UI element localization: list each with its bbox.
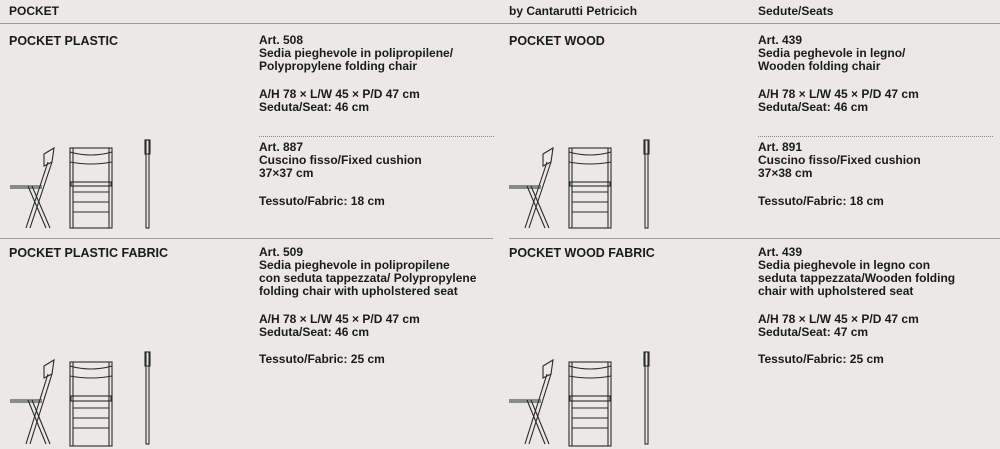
cushion-spec: Art. 891 Cuscino fisso/Fixed cushion 37×38 cm [758, 140, 921, 180]
product-spec: Art. 439 Sedia peghevole in legno/ Wooden folding chair [758, 33, 906, 73]
chair-drawing-pocket-wood-fabric [507, 348, 657, 449]
dotted-divider [758, 136, 993, 137]
product-name-pocket-plastic-fabric: POCKET PLASTIC FABRIC [9, 246, 169, 260]
chair-drawing-pocket-plastic-fabric [8, 348, 158, 449]
product-dimensions: A/H 78 × L/W 45 × P/D 47 cm Seduta/Seat: 47 cm [758, 312, 919, 339]
product-name-pocket-wood: POCKET WOOD [509, 34, 605, 48]
product-name-pocket-wood-fabric: POCKET WOOD FABRIC [509, 246, 655, 260]
product-spec: Art. 508 Sedia pieghevole in polipropilene/ Polypropylene folding chair [259, 33, 454, 73]
row-divider [0, 238, 493, 239]
product-dimensions: A/H 78 × L/W 45 × P/D 47 cm Seduta/Seat: 46 cm [259, 312, 420, 339]
collection-title: POCKET [9, 4, 60, 18]
dotted-divider [259, 136, 494, 137]
chair-drawing-pocket-wood [507, 136, 657, 232]
product-dimensions: A/H 78 × L/W 45 × P/D 47 cm Seduta/Seat: 46 cm [259, 87, 420, 114]
catalog-header [0, 0, 1000, 24]
product-name-pocket-plastic: POCKET PLASTIC [9, 34, 119, 48]
row-divider [509, 238, 1000, 239]
product-dimensions: A/H 78 × L/W 45 × P/D 47 cm Seduta/Seat: 46 cm [758, 87, 919, 114]
fabric-thickness: Tessuto/Fabric: 25 cm [758, 352, 884, 366]
designer-credit: by Cantarutti Petricich [509, 4, 638, 18]
product-spec: Art. 509 Sedia pieghevole in polipropilene con seduta tappezzata/ Polypropylene folding chair with upholstered seat [259, 245, 477, 298]
fabric-thickness: Tessuto/Fabric: 18 cm [758, 194, 884, 208]
cushion-spec: Art. 887 Cuscino fisso/Fixed cushion 37×37 cm [259, 140, 422, 180]
fabric-thickness: Tessuto/Fabric: 18 cm [259, 194, 385, 208]
fabric-thickness: Tessuto/Fabric: 25 cm [259, 352, 385, 366]
product-spec: Art. 439 Sedia pieghevole in legno con seduta tappezzata/Wooden folding chair with upholstered seat [758, 245, 956, 298]
chair-drawing-pocket-plastic [8, 136, 158, 232]
category-label: Sedute/Seats [758, 4, 834, 18]
